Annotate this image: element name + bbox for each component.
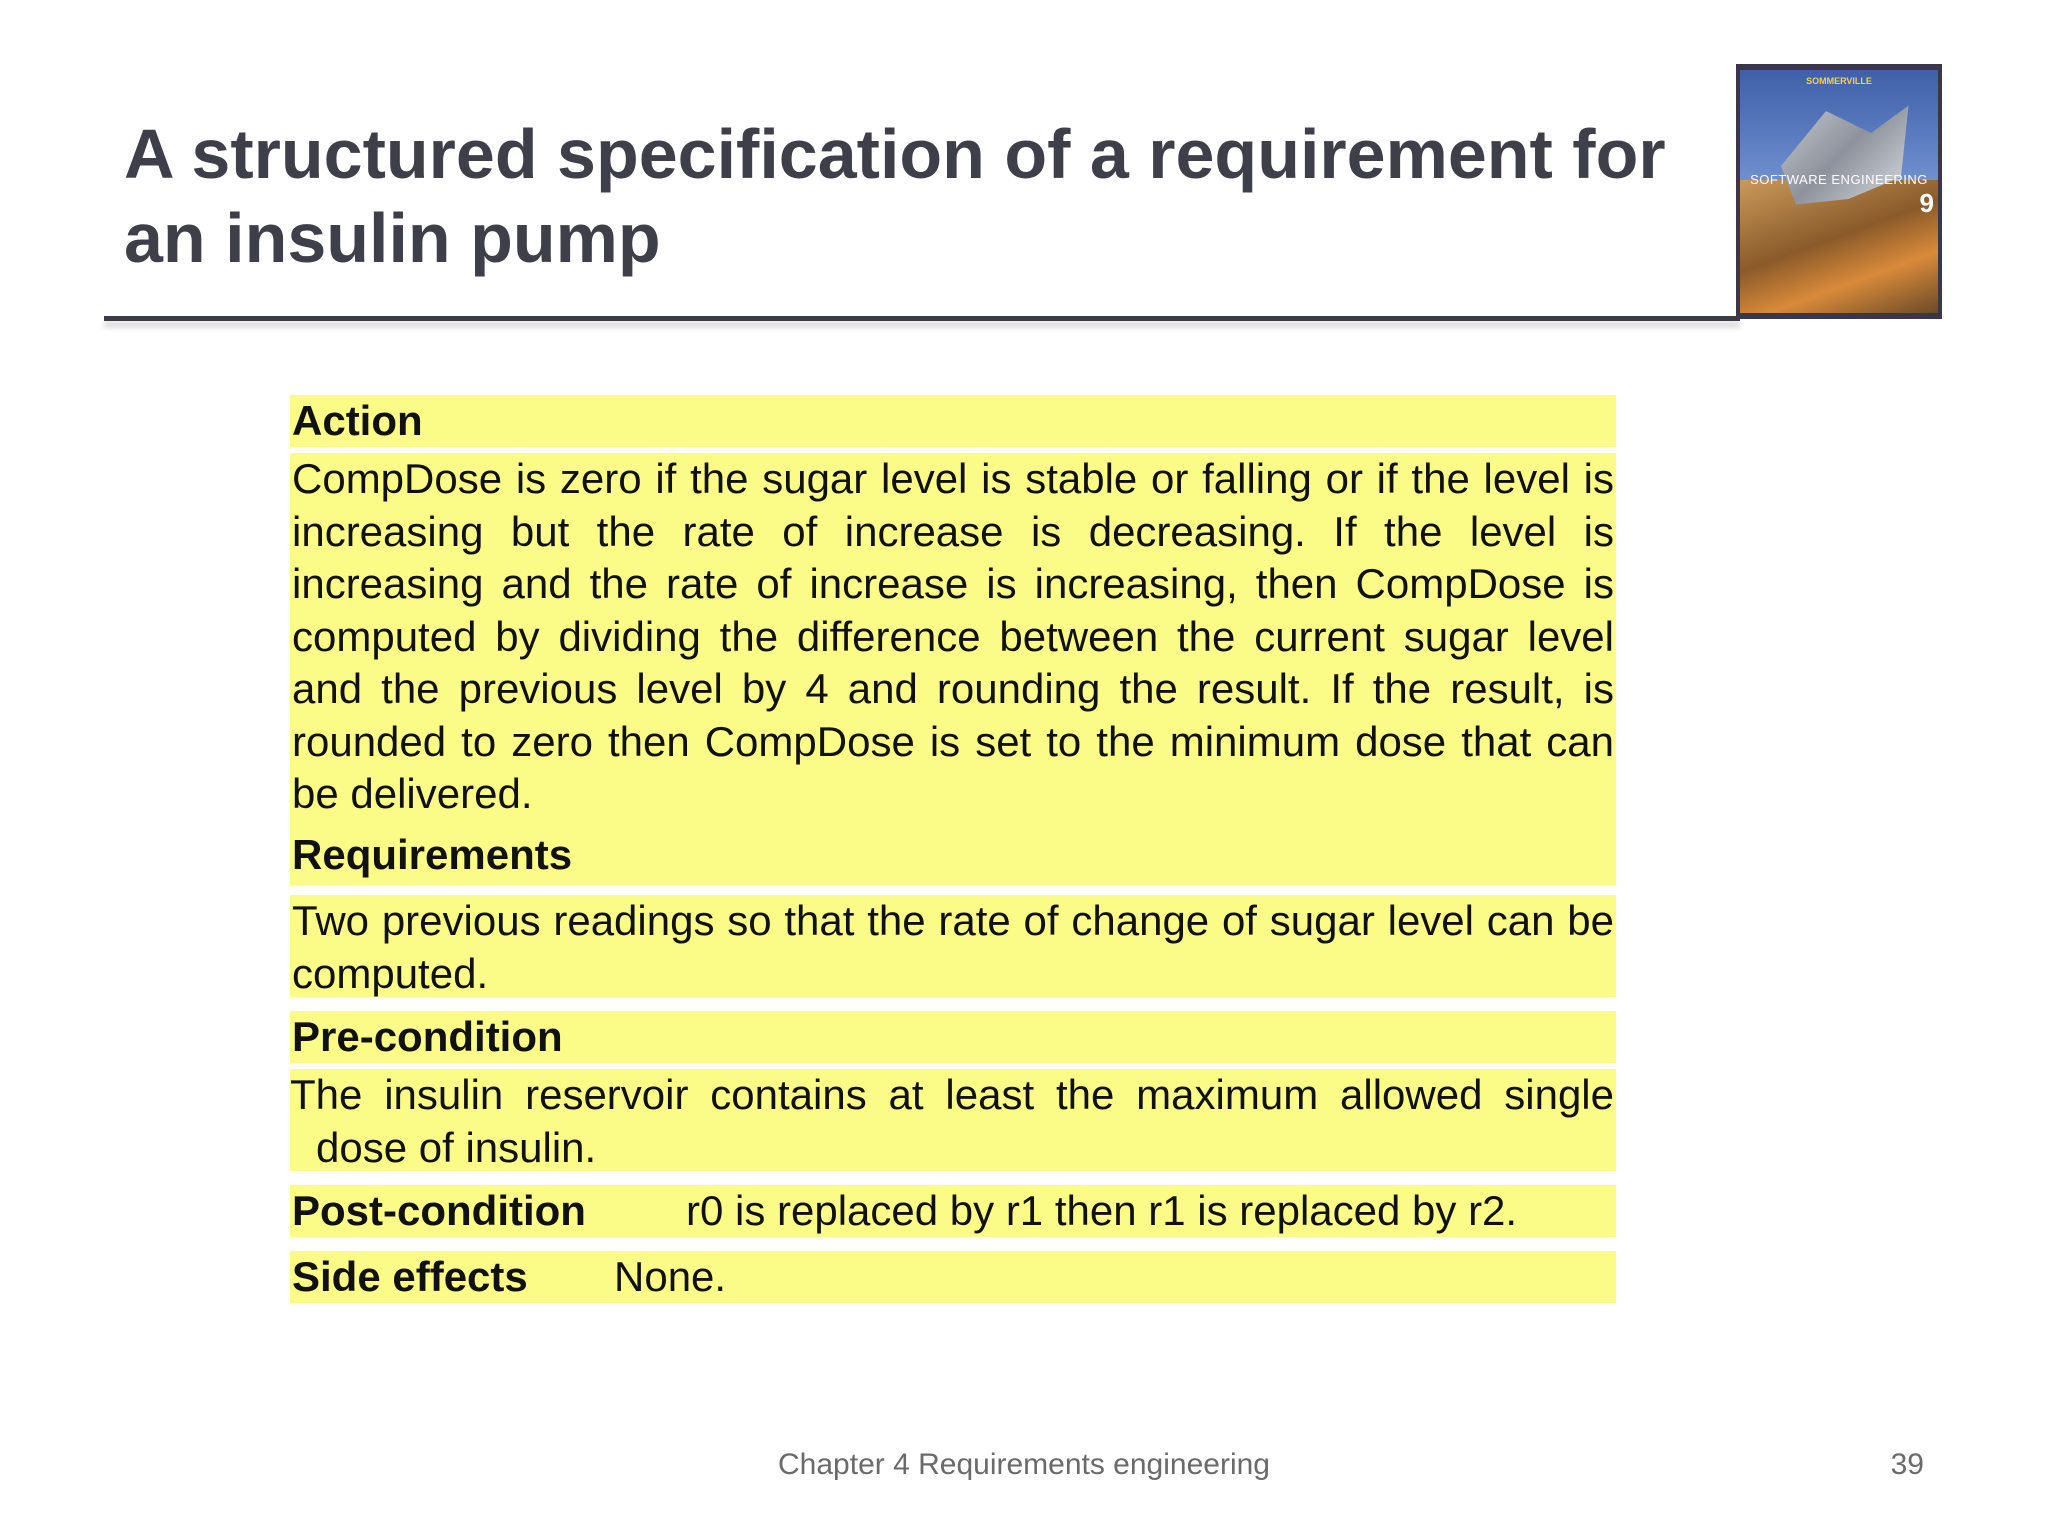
sideeffects-text: None. xyxy=(614,1253,727,1300)
cover-edition: 9 xyxy=(1919,188,1934,218)
page-number: 39 xyxy=(1890,1448,1924,1481)
book-cover-image xyxy=(1736,64,1942,319)
action-header: Action xyxy=(290,395,1616,447)
precondition-text: The insulin reservoir contains at least the maximum allowed single dose of insulin. xyxy=(290,1071,1614,1171)
action-text: CompDose is zero if the sugar level is stable or falling or if the level is increasing but the rate of increase is decreasing. If the level is increasing and the rate of increase is increasing, then CompDose is computed by dividing the difference between the current sugar level and the previous level by 4 and rounding the result. If the result, is rounded to zero then CompDose is set to the minimum dose that can be delivered. Requirements xyxy=(290,453,1616,885)
requirements-text: Two previous readings so that the rate of change of sugar level can be computed. xyxy=(292,897,1614,997)
postcondition-text: r0 is replaced by r1 then r1 is replaced by r2. xyxy=(686,1187,1518,1234)
requirements-header: Requirements xyxy=(292,830,573,878)
postcondition-row xyxy=(290,1185,1616,1237)
sideeffects-label: Side effects xyxy=(292,1253,528,1300)
postcondition-label: Post-condition xyxy=(292,1187,586,1234)
slide-title: A structured specification of a requirement for an insulin pump xyxy=(124,115,1666,277)
cover-title: SOFTWARE ENGINEERING xyxy=(1750,172,1928,187)
title-divider xyxy=(104,316,1740,321)
precondition-header: Pre-condition xyxy=(290,1011,1616,1063)
requirement-spec xyxy=(290,395,1616,1303)
cover-author: SOMMERVILLE xyxy=(1806,76,1872,86)
sideeffects-row xyxy=(290,1251,1616,1303)
slide-footer: Chapter 4 Requirements engineering xyxy=(778,1448,1270,1481)
